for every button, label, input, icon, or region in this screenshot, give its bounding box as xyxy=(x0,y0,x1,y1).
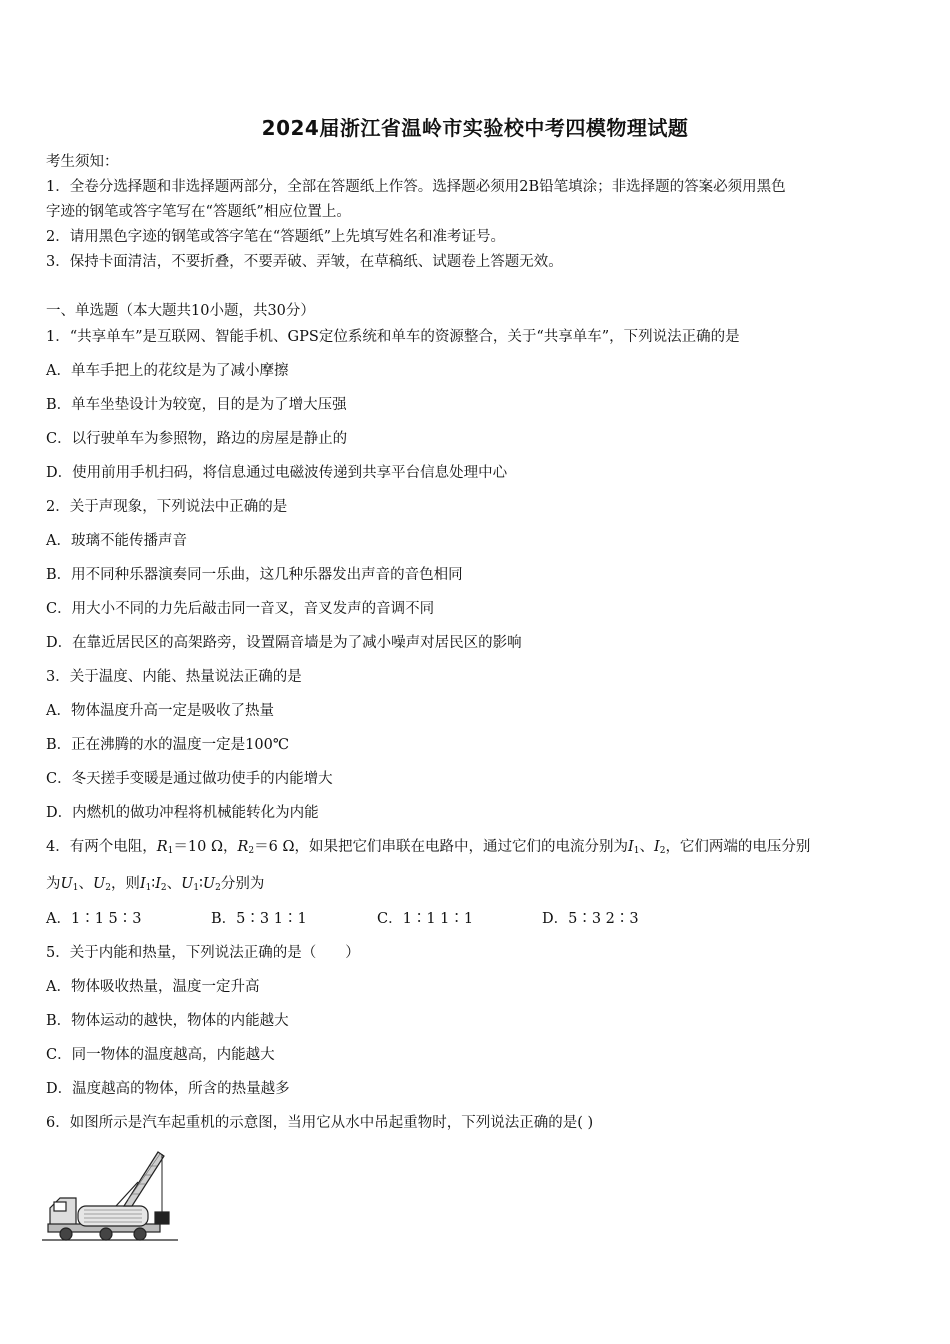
q4-u1-sub-2: 1 xyxy=(193,883,200,893)
q4-u-symbol: U xyxy=(60,876,73,892)
q2-option-d: D．在靠近居民区的高架路旁，设置隔音墙是为了减小噪声对居民区的影响 xyxy=(46,635,522,651)
section-heading: 一、单选题（本大题共10小题，共30分） xyxy=(46,303,315,319)
q2-option-b: B．用不同种乐器演奏同一乐曲，这几种乐器发出声音的音色相同 xyxy=(46,567,463,583)
q2-option-c: C．用大小不同的力先后敲击同一音叉，音叉发声的音调不同 xyxy=(46,601,435,617)
notice-item-3: 3．保持卡面清洁，不要折叠，不要弄破、弄皱，在草稿纸、试题卷上答题无效。 xyxy=(46,254,563,270)
q3-option-a: A．物体温度升高一定是吸收了热量 xyxy=(46,703,274,719)
q3-option-d: D．内燃机的做功冲程将机械能转化为内能 xyxy=(46,805,319,821)
q2-option-a: A．玻璃不能传播声音 xyxy=(46,533,187,549)
q4-options xyxy=(46,910,906,928)
q4-stem-cont xyxy=(46,875,264,897)
q4-tail: ，它们两端的电压分别 xyxy=(665,839,811,855)
q3-option-c: C．冬天搓手变暖是通过做功使手的内能增大 xyxy=(46,771,333,787)
crane-load xyxy=(155,1212,169,1224)
crane-boom xyxy=(124,1152,164,1206)
q1-option-c: C．以行驶单车为参照物，路边的房屋是静止的 xyxy=(46,431,348,447)
q1-stem: 1．“共享单车”是互联网、智能手机、GPS定位系统和单车的资源整合，关于“共享单车”，下列说法正确的是 xyxy=(46,329,740,345)
q4-i2-sub-2: 2 xyxy=(160,883,167,893)
q4-r1-value: ＝10 Ω， xyxy=(173,839,238,855)
q6-stem: 6．如图所示是汽车起重机的示意图，当用它从水中吊起重物时，下列说法正确的是( ) xyxy=(46,1115,594,1131)
q5-option-a: A．物体吸收热量，温度一定升高 xyxy=(46,979,260,995)
q4-line2-pre: 为 xyxy=(46,876,61,892)
q4-i-symbol-3: I xyxy=(139,876,146,892)
q4-colon-2: ∶ xyxy=(199,876,203,892)
q4-r1-symbol: R xyxy=(156,839,168,855)
q4-r1-sub: 1 xyxy=(167,846,174,856)
q3-stem: 3．关于温度、内能、热量说法正确的是 xyxy=(46,669,302,685)
q4-stem xyxy=(46,838,810,860)
wheel-front xyxy=(60,1228,72,1240)
q1-option-a: A．单车手把上的花纹是为了减小摩擦 xyxy=(46,363,289,379)
q4-u1-sub: 1 xyxy=(72,883,79,893)
q4-i-symbol: I xyxy=(628,839,634,855)
q4-u-symbol-4: U xyxy=(202,876,216,892)
q4-r2-value: ＝6 Ω，如果把它们串联在电路中，通过它们的电流分别为 xyxy=(254,839,628,855)
q4-then: ，则 xyxy=(110,876,140,892)
q4-i-symbol-2: I xyxy=(653,839,660,855)
q4-i1-sub: 1 xyxy=(633,846,640,856)
page-title: 2024届浙江省温岭市实验校中考四模物理试题 xyxy=(261,116,689,140)
q1-option-d: D．使用前用手机扫码，将信息通过电磁波传递到共享平台信息处理中心 xyxy=(46,465,508,481)
q5-option-d: D．温度越高的物体，所含的热量越多 xyxy=(46,1081,290,1097)
q4-end: 分别为 xyxy=(220,876,265,892)
notice-item-2: 2．请用黑色字迹的钢笔或答字笔在“答题纸”上先填写姓名和准考证号。 xyxy=(46,229,506,245)
notice-heading: 考生须知： xyxy=(46,154,119,170)
q4-sep: 、 xyxy=(639,839,654,855)
wheel-rear xyxy=(134,1228,146,1240)
q4-sep2: 、 xyxy=(78,876,93,892)
q5-stem: 5．关于内能和热量，下列说法正确的是（ ） xyxy=(46,945,360,961)
q2-stem: 2．关于声现象，下列说法中正确的是 xyxy=(46,499,288,515)
q1-option-b: B．单车坐垫设计为较宽，目的是为了增大压强 xyxy=(46,397,347,413)
wheel-mid xyxy=(100,1228,112,1240)
q3-option-b: B．正在沸腾的水的温度一定是100℃ xyxy=(46,737,290,753)
q4-colon-1: ∶ xyxy=(151,876,156,892)
q4-option-d: D．5∶3 2∶3 xyxy=(542,911,639,927)
q4-r2-symbol: R xyxy=(237,839,249,855)
cab-window xyxy=(54,1202,66,1211)
q4-i2-sub: 2 xyxy=(659,846,666,856)
truck-body xyxy=(78,1206,148,1226)
crane-truck-figure xyxy=(40,1142,180,1246)
q5-option-c: C．同一物体的温度越高，内能越大 xyxy=(46,1047,275,1063)
q4-u-symbol-2: U xyxy=(92,876,106,892)
q4-stem-num: 4．有两个电阻， xyxy=(46,839,157,855)
notice-item-1: 1．全卷分选择题和非选择题两部分，全部在答题纸上作答。选择题必须用2B铅笔填涂；非选择题的答案必须用黑色 xyxy=(46,179,786,195)
q4-i-symbol-4: I xyxy=(155,876,161,892)
q4-r2-sub: 2 xyxy=(248,846,255,856)
q4-option-b: B．5∶3 1∶1 xyxy=(211,911,307,927)
q4-u2-sub-2: 2 xyxy=(215,883,221,893)
q4-comma: 、 xyxy=(166,876,182,892)
q4-i1-sub-2: 1 xyxy=(145,883,152,893)
q5-option-b: B．物体运动的越快，物体的内能越大 xyxy=(46,1013,289,1029)
notice-item-1-cont: 字迹的钢笔或答字笔写在“答题纸”相应位置上。 xyxy=(46,204,351,220)
q4-option-a: A．1∶1 5∶3 xyxy=(46,911,142,927)
q4-option-c: C．1∶1 1∶1 xyxy=(377,911,474,927)
q4-u2-sub: 2 xyxy=(105,883,111,893)
q4-u-symbol-3: U xyxy=(181,876,194,892)
